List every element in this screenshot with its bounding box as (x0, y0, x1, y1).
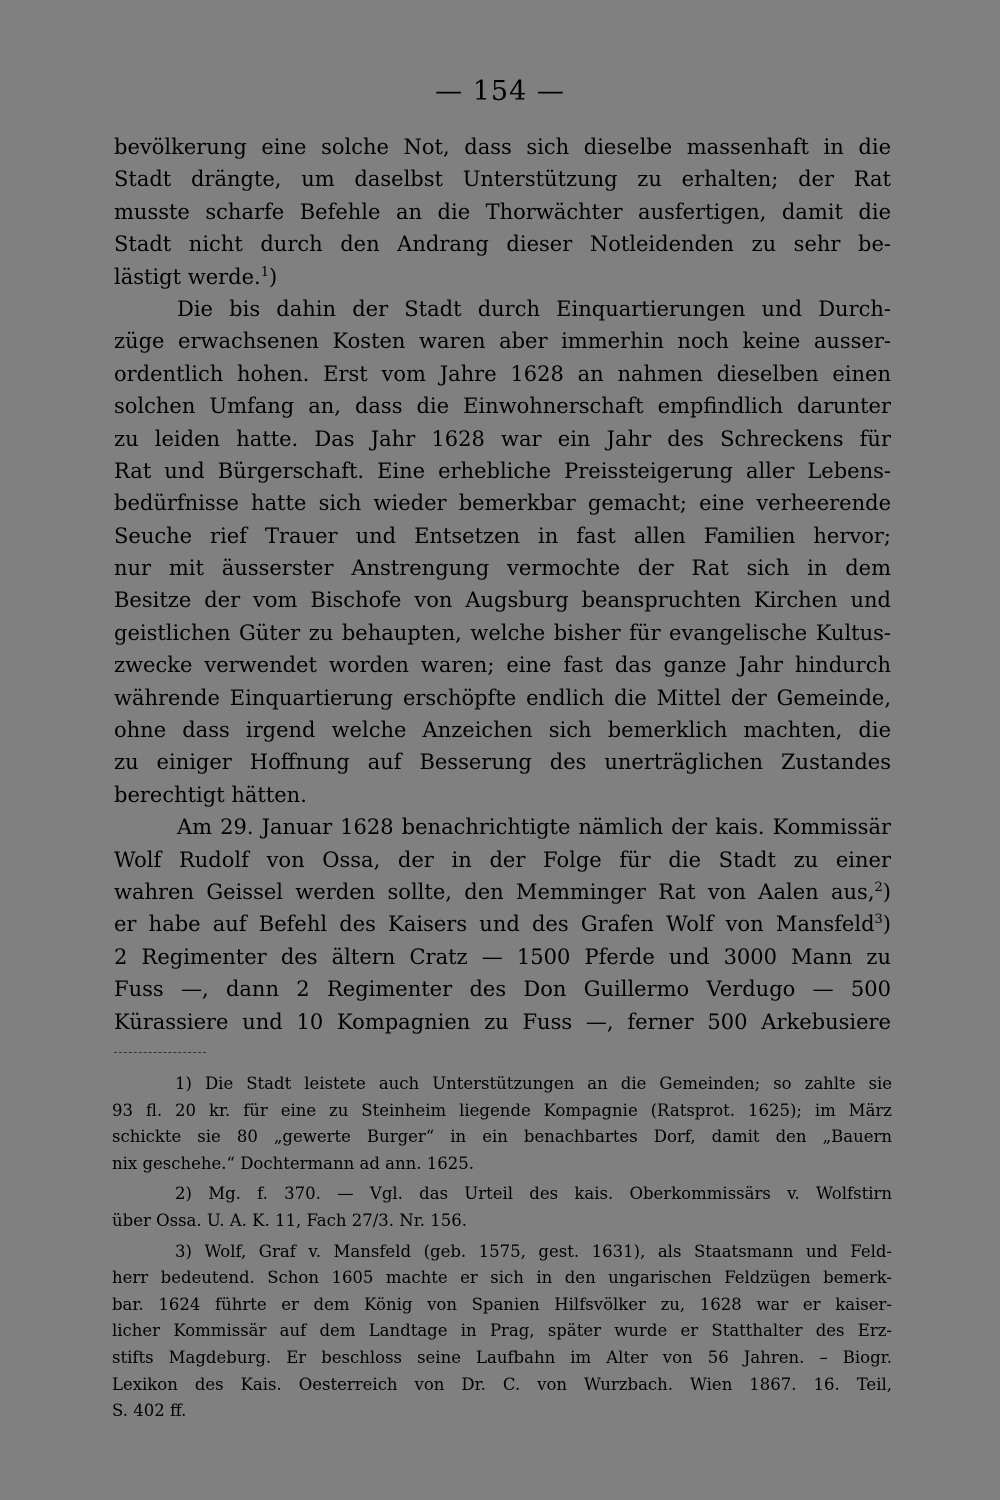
footnote-ref-3: 3 (874, 912, 883, 928)
text-line: bedürfnisse hatte sich wieder bemerkbar gemacht; eine verheerende (114, 491, 891, 516)
text-line: ohne dass irgend welche Anzeichen sich bemerklich machten, die (114, 718, 891, 743)
text-line (114, 261, 891, 293)
text-line: Wolf Rudolf von Ossa, der in der Folge für die Stadt zu einer (114, 847, 891, 872)
text-line: zu einiger Hoffnung auf Besserung des unerträglichen Zustandes (114, 750, 891, 775)
text-line: geistlichen Güter zu behaupten, welche bisher für evangelische Kultus- (114, 620, 891, 645)
footnotes (112, 1071, 892, 1425)
footnote-line: 2) Mg. f. 370. — Vgl. das Urteil des kais. Oberkommissärs v. Wolfstirn (175, 1184, 892, 1204)
text-fragment: lästigt werde. (114, 264, 261, 289)
footnote-line: Lexikon des Kais. Oesterreich von Dr. C. von Wurzbach. Wien 1867. 16. Teil, (112, 1374, 892, 1394)
text-line: berechtigt hätten. (114, 782, 307, 807)
text-line: züge erwachsenen Kosten waren aber immerhin noch keine ausser- (114, 329, 891, 354)
text-line: 2 Regimenter des ältern Cratz — 1500 Pferde und 3000 Mann zu (114, 944, 891, 969)
text-line: währende Einquartierung erschöpfte endlich die Mittel der Gemeinde, (114, 685, 891, 710)
text-line: Fuss —, dann 2 Regimenter des Don Guillermo Verdugo — 500 (114, 977, 891, 1002)
footnote-ref-1: 1 (260, 264, 269, 280)
footnote-line: bar. 1624 führte er dem König von Spanien Hilfsvölker zu, 1628 war er kaiser- (112, 1294, 892, 1314)
footnote-separator (114, 1052, 206, 1053)
text-fragment: wahren Geissel werden sollte, den Memminger Rat von Aalen aus, (114, 879, 875, 904)
footnote-3 (112, 1239, 892, 1425)
footnote-line: stifts Magdeburg. Er beschloss seine Laufbahn im Alter von 56 Jahren. – Biogr. (112, 1347, 892, 1367)
footnote-2 (112, 1181, 892, 1234)
footnote-ref-1-paren: ) (269, 264, 278, 289)
text-line (114, 908, 891, 940)
text-line: musste scharfe Befehle an die Thorwächter ausfertigen, damit die (114, 199, 891, 224)
text-line: nur mit äusserster Anstrengung vermochte der Rat sich in dem (114, 556, 891, 581)
footnote-line: nix geschehe.“ Dochtermann ad ann. 1625. (112, 1153, 474, 1173)
text-line: Stadt nicht durch den Andrang dieser Notleidenden zu sehr be- (114, 232, 891, 257)
page-number: — 154 — (435, 76, 565, 107)
footnote-ref-2: 2 (874, 879, 883, 895)
footnote-line: 3) Wolf, Graf v. Mansfeld (geb. 1575, gest. 1631), als Staatsmann und Feld- (175, 1241, 892, 1261)
text-line: Rat und Bürgerschaft. Eine erhebliche Preissteigerung aller Lebens- (114, 458, 891, 483)
footnote-line: schickte sie 80 „gewerte Burger“ in ein benachbartes Dorf, damit den „Bauern (112, 1127, 892, 1147)
text-line: Die bis dahin der Stadt durch Einquartierungen und Durch- (177, 296, 891, 321)
text-line: Seuche rief Trauer und Entsetzen in fast allen Familien hervor; (114, 523, 891, 548)
text-line: zu leiden hatte. Das Jahr 1628 war ein Jahr des Schreckens für (114, 426, 891, 451)
main-text (114, 131, 891, 1038)
text-line (114, 876, 891, 908)
text-line: Kürassiere und 10 Kompagnien zu Fuss —, ferner 500 Arkebusiere (114, 1009, 891, 1034)
footnote-ref-3-paren: ) (882, 912, 891, 937)
text-line: Stadt drängte, um daselbst Unterstützung zu erhalten; der Rat (114, 167, 891, 192)
footnote-ref-2-paren: ) (882, 879, 891, 904)
footnote-line: licher Kommissär auf dem Landtage in Prag, später wurde er Statthalter des Erz- (112, 1321, 892, 1341)
text-line: bevölkerung eine solche Not, dass sich dieselbe massenhaft in die (114, 135, 891, 159)
text-line: Besitze der vom Bischofe von Augsburg beanspruchten Kirchen und (114, 588, 891, 613)
footnote-line: 1) Die Stadt leistete auch Unterstützungen an die Gemeinden; so zahlte sie (175, 1074, 892, 1093)
text-line: zwecke verwendet worden waren; eine fast das ganze Jahr hindurch (114, 653, 891, 678)
text-fragment: er habe auf Befehl des Kaisers und des Grafen Wolf von Mansfeld (114, 912, 875, 937)
text-line: Am 29. Januar 1628 benachrichtigte nämlich der kais. Kommissär (177, 815, 891, 840)
footnote-line: herr bedeutend. Schon 1605 machte er sich in den ungarischen Feldzügen bemerk- (112, 1268, 892, 1288)
footnote-line: S. 402 ff. (112, 1401, 187, 1421)
text-line: ordentlich hohen. Erst vom Jahre 1628 an nahmen dieselben einen (114, 361, 891, 386)
footnote-line: 93 fl. 20 kr. für eine zu Steinheim liegende Kompagnie (Ratsprot. 1625); im März (112, 1100, 892, 1120)
footnote-line: über Ossa. U. A. K. 11, Fach 27/3. Nr. 156. (112, 1210, 468, 1230)
text-line: solchen Umfang an, dass die Einwohnerschaft empfindlich darunter (114, 394, 891, 419)
footnote-1 (112, 1071, 892, 1177)
